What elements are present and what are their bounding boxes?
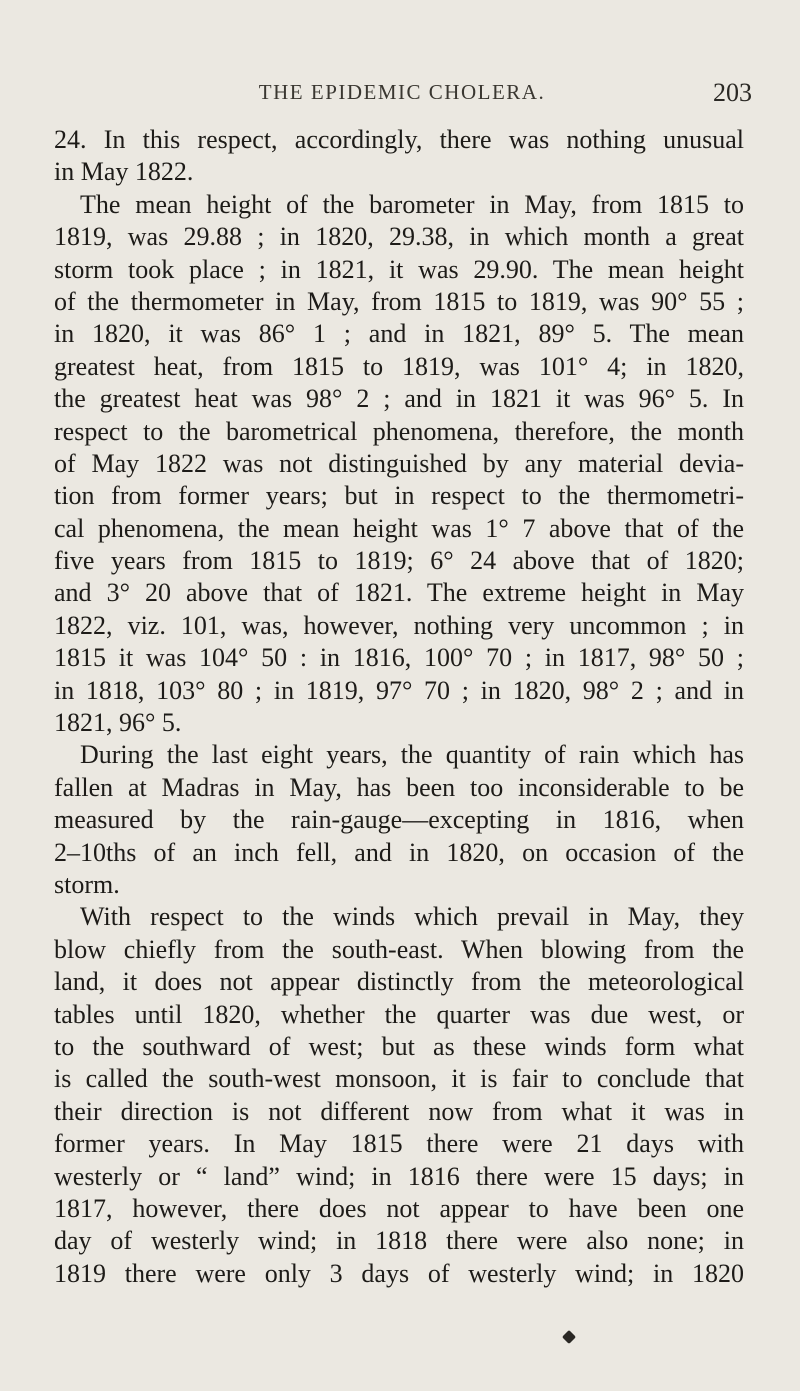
text-line: tion from former years; but in respect to the thermometri- (54, 481, 744, 511)
text-line: westerly or “ land” wind; in 1816 there were 15 days; in (54, 1161, 744, 1191)
text-line: 24. In this respect, accordingly, there was nothing unusual (54, 125, 744, 154)
text-line: in May 1822. (54, 157, 194, 187)
running-header (52, 80, 752, 110)
text-line: cal phenomena, the mean height was 1° 7 above that of the (54, 513, 744, 543)
text-line: to the southward of west; but as these winds form what (54, 1031, 744, 1061)
ornament-mark (562, 1330, 576, 1344)
text-line: measured by the rain-gauge—excepting in 1816, when (54, 805, 744, 835)
text-line: is called the south-west monsoon, it is fair to conclude that (54, 1064, 744, 1094)
text-line: land, it does not appear distinctly from the meteorological (54, 967, 744, 997)
text-line: During the last eight years, the quantity of rain which has (80, 740, 744, 770)
text-line: 2–10ths of an inch fell, and in 1820, on occasion of the (54, 837, 744, 867)
text-line: 1821, 96° 5. (54, 708, 182, 738)
body-text (54, 124, 744, 1290)
text-line: 1817, however, there does not appear to have been one (54, 1193, 744, 1223)
running-title: THE EPIDEMIC CHOLERA. (258, 80, 546, 104)
text-line: greatest heat, from 1815 to 1819, was 101° 4; in 1820, (54, 351, 744, 381)
text-line: With respect to the winds which prevail in May, they (80, 902, 744, 932)
page-number: 203 (713, 78, 752, 107)
text-line: The mean height of the barometer in May, from 1815 to (80, 189, 744, 219)
text-line: blow chiefly from the south-east. When blowing from the (54, 934, 744, 964)
text-line: their direction is not different now from what it was in (54, 1096, 744, 1126)
text-line: the greatest heat was 98° 2 ; and in 1821 it was 96° 5. In (54, 384, 744, 414)
text-line: five years from 1815 to 1819; 6° 24 above that of 1820; (54, 546, 744, 576)
text-line: of the thermometer in May, from 1815 to 1819, was 90° 55 ; (54, 286, 744, 316)
text-line: respect to the barometrical phenomena, therefore, the month (54, 416, 744, 446)
text-line: and 3° 20 above that of 1821. The extreme height in May (54, 578, 744, 608)
text-line: 1815 it was 104° 50 : in 1816, 100° 70 ; in 1817, 98° 50 ; (54, 643, 744, 673)
text-line: in 1818, 103° 80 ; in 1819, 97° 70 ; in 1820, 98° 2 ; and in (54, 675, 744, 705)
text-line: 1819 there were only 3 days of westerly wind; in 1820 (54, 1258, 744, 1288)
text-line: in 1820, it was 86° 1 ; and in 1821, 89° 5. The mean (54, 319, 744, 349)
text-line: 1822, viz. 101, was, however, nothing very uncommon ; in (54, 610, 744, 640)
text-line: fallen at Madras in May, has been too inconsiderable to be (54, 772, 744, 802)
text-line: former years. In May 1815 there were 21 days with (54, 1129, 744, 1159)
text-line: 1819, was 29.88 ; in 1820, 29.38, in which month a great (54, 222, 744, 252)
text-line: day of westerly wind; in 1818 there were also none; in (54, 1226, 744, 1256)
text-line: tables until 1820, whether the quarter was due west, or (54, 999, 744, 1029)
text-line: storm. (54, 869, 120, 899)
text-line: storm took place ; in 1821, it was 29.90. The mean height (54, 254, 744, 284)
text-line: of May 1822 was not distinguished by any material devia- (54, 448, 744, 478)
